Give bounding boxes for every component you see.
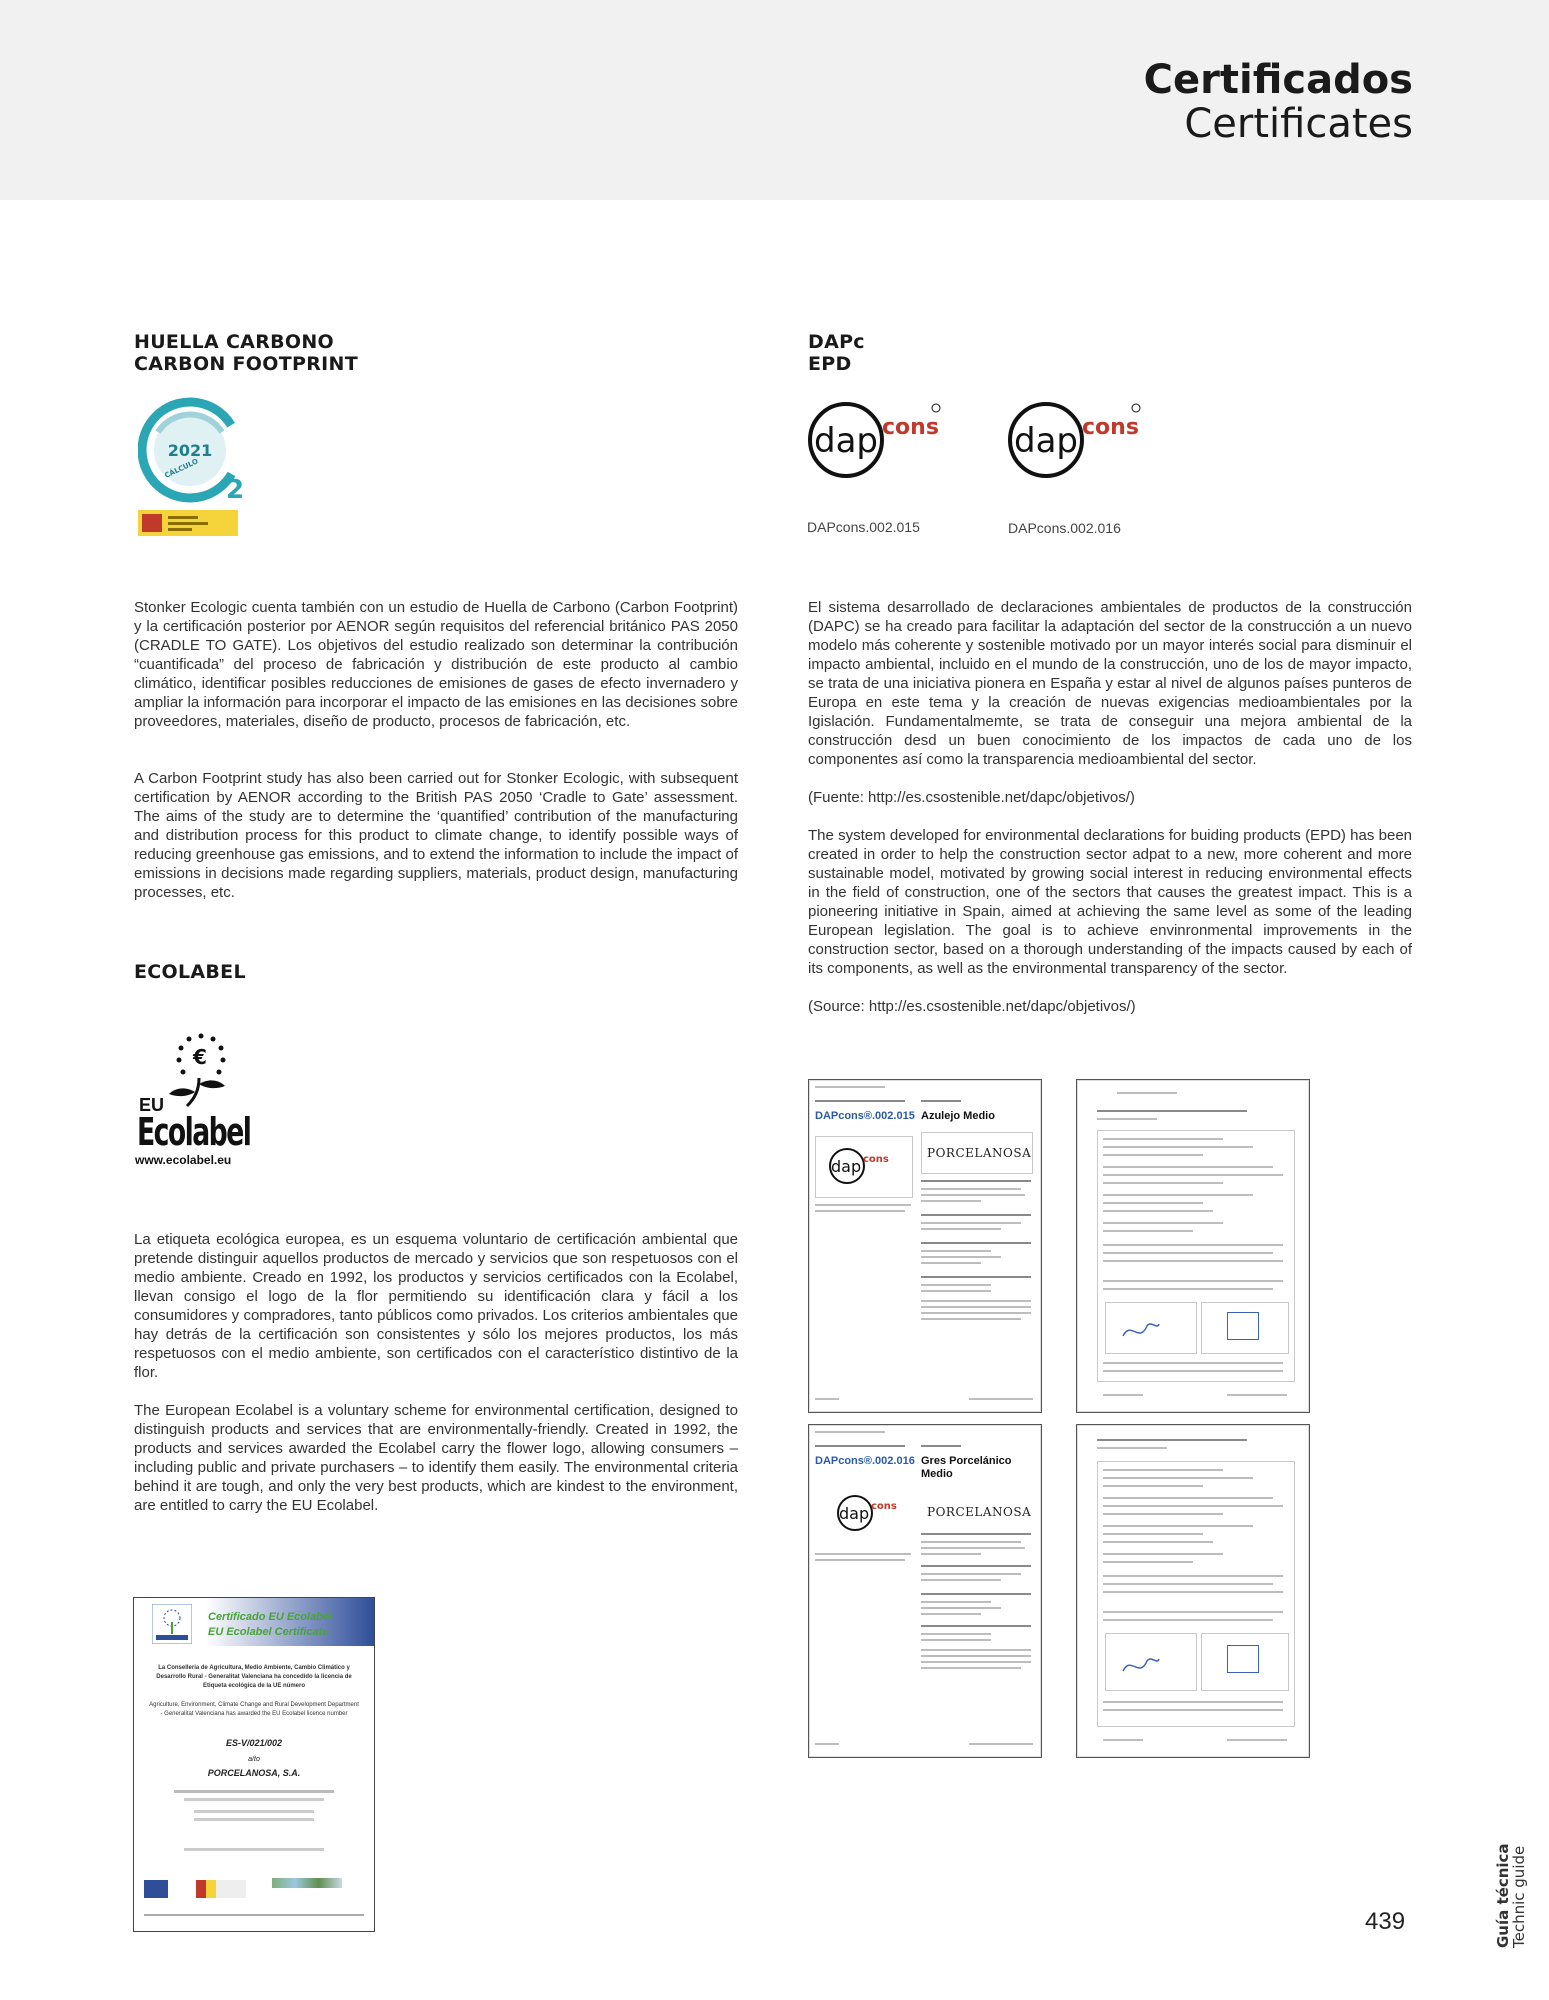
carbon-paragraph-en: A Carbon Footprint study has also been carried out for Stonker Ecologic, with subsequent certification by AENOR according to the British PAS 2050 ‘Cradle to Gate’ assessment. The aims of the study are to determine the ‘quantified’ contribution of the manufacturing and distribution process for this product to climate change, to identify possible ways of reducing greenhouse gas emissions, and to extend the information to include the impact of emissions in decisions made regarding suppliers, materials, product design, manufacturing processes, etc.	[134, 770, 738, 901]
document-code: DAPcons®.002.016	[815, 1455, 915, 1467]
certificate-text-line	[174, 1790, 334, 1793]
dapc-heading	[808, 331, 865, 375]
carbon-heading-es: HUELLA CARBONO	[134, 331, 335, 353]
ecolabel-paragraph-es: La etiqueta ecológica europea, es un esquema voluntario de certificación ambiental que pretende distinguir aquellos productos de mercado y servicios que son respetuosos con el medio ambiente. Creado en 1992, los productos y servicios certificados con la Ecolabel, llevan consigo el logo de la flor permitiendo su identificación clara y fácil a los consumidores y compradores, tanto públicos como privados. Los criterios ambientales que hay detrás de la certificación son consistentes y sólo los mejores productos, los más respetuosos con el medio ambiente, son certificados con el característico distintivo de la flor.	[134, 1231, 738, 1381]
certificate-title-es: Certificado EU Ecolabel	[208, 1611, 333, 1623]
ecolabel-certificate	[133, 1597, 375, 1932]
side-label	[1495, 1843, 1527, 1948]
carbon-heading-en: CARBON FOOTPRINT	[134, 353, 358, 375]
dapcons-logo-015	[806, 400, 946, 490]
document-brand: PORCELANOSA	[927, 1505, 1032, 1519]
certificate-title	[208, 1610, 332, 1640]
svg-text:€: €	[193, 1045, 207, 1069]
certificate-text-line	[194, 1810, 314, 1813]
dapcons-code-016: DAPcons.002.016	[1008, 520, 1121, 536]
certificate-company: PORCELANOSA, S.A.	[207, 1768, 301, 1778]
dapcons-document-016-page	[1076, 1424, 1310, 1758]
dapc-paragraph-en: The system developed for environmental declarations for buiding products (EPD) has been created in order to help the construction sector adpat to a new, more coherent and more sustainable model, motivated by growing social interest in reducing environmental effects in the field of construction, one of the sectors that causes the greatest impact. This is a pioneering initiative in Spain, aimed at achieving the same level as some of the leading European legislation. The goal is to achieve envinronmental improvements in the construction sector, based on a thorough understanding of the impacts caused by each of its components, as well as the environmental transparency of the sector.	[808, 827, 1412, 977]
certificate-body-en: Agriculture, Environment, Climate Change and Rural Development Department - Generalitat Valenciana has awarded the EU Ecolabel licence number	[149, 1702, 359, 1717]
page-title-es: Certificados	[1143, 57, 1413, 103]
certificate-text-line	[184, 1798, 324, 1801]
carbon-heading	[134, 331, 358, 375]
certificate-ecolabel-icon	[152, 1604, 192, 1644]
ecolabel-logo-url: www.ecolabel.eu	[135, 1153, 232, 1167]
certificate-body-es: La Conselleria de Agricultura, Medio Ambiente, Cambio Climático y Desarrollo Rural - Generalitat Valenciana ha concedido la licencia de Etiqueta ecológica de la UE número	[156, 1665, 352, 1689]
stamp-icon	[1227, 1312, 1259, 1340]
document-product: Azulejo Medio	[921, 1110, 995, 1122]
svg-text:cons: cons	[863, 1154, 889, 1165]
environment-logo-icon	[272, 1878, 342, 1888]
dapc-source-es: (Fuente: http://es.csostenible.net/dapc/objetivos/)	[808, 789, 1135, 806]
svg-text:2: 2	[226, 475, 245, 505]
dapc-heading-en: EPD	[808, 353, 852, 375]
carbon-logo-text: CÁLCULO	[163, 457, 200, 480]
dapc-heading-es: DAPc	[808, 331, 865, 353]
certificate-bottom-line	[144, 1914, 364, 1916]
dapcons-document-015-page	[1076, 1079, 1310, 1413]
certificate-text-line	[194, 1818, 314, 1821]
dapcons-logo-016	[1006, 400, 1146, 490]
ecolabel-logo	[133, 1030, 263, 1170]
dapc-paragraph-es: El sistema desarrollado de declaraciones ambientales de productos de la construcción (DAPC) se ha creado para facilitar la adaptación del sector de la construcción a un nuevo modelo más coherente y sostenible motivado por un mayor interés social para disminuir el impacto ambiental, incluido en el mundo de la construcción, uno de los de mayor impacto, se trata de una iniciativa pionera en España y estar al nivel de algunos países punteros de Europa en este tema y la creación de nuevas exigencias medioambientales por la Igislación. Fundamentalmemte, se trata de conseguir una mejora ambiental de la construcción desd un buen conocimiento de los impactos de cada uno de los componentes así como la transparencia medioambiental del sector.	[808, 599, 1412, 768]
carbon-footprint-logo	[138, 392, 248, 540]
ecolabel-paragraph-en: The European Ecolabel is a voluntary scheme for environmental certification, designed to distinguish products and services that are environmentally-friendly. Created in 1992, the products and services awarded the Ecolabel carry the flower logo, allowing consumers – including public and private purchasers – to identify them easily. The environmental criteria behind it are tough, and only the very best products, which are kindest to the environment, are entitled to carry the EU Ecolabel.	[134, 1402, 738, 1514]
page-title-en: Certificates	[1184, 101, 1413, 147]
carbon-logo-year: 2021	[167, 441, 213, 460]
dapcons-logo-dap: dap	[814, 421, 878, 461]
ecolabel-logo-word: Ecolabel	[137, 1110, 251, 1154]
side-label-en: Technic guide	[1510, 1845, 1528, 1948]
certificate-title-en: EU Ecolabel Certificate	[208, 1626, 329, 1638]
document-dapcons-icon	[835, 1493, 905, 1533]
svg-text:dap: dap	[839, 1504, 870, 1523]
stamp-icon	[1227, 1645, 1259, 1673]
certificate-to: a/to	[248, 1756, 260, 1763]
dapc-source-en: (Source: http://es.csostenible.net/dapc/objetivos/)	[808, 998, 1136, 1015]
signature-icon	[1121, 1316, 1161, 1346]
signature-icon	[1121, 1651, 1161, 1681]
certificate-footer-logos	[144, 1876, 364, 1904]
ecolabel-heading: ECOLABEL	[134, 961, 246, 983]
dapcons-document-016-cover	[808, 1424, 1042, 1758]
certificate-body	[148, 1664, 360, 1719]
certificate-code: ES-V/021/002	[225, 1738, 283, 1748]
document-dapcons-icon	[827, 1146, 897, 1186]
ecolabel-logo-eu: EU	[139, 1095, 165, 1115]
svg-text:dap: dap	[831, 1157, 862, 1176]
eu-flag-icon	[144, 1880, 168, 1898]
dapcons-document-015-cover	[808, 1079, 1042, 1413]
svg-text:cons: cons	[871, 1501, 897, 1512]
page-title	[1144, 58, 1413, 146]
dapcons-code-015: DAPcons.002.015	[807, 519, 920, 535]
generalitat-logo-icon	[196, 1880, 246, 1898]
dapcons-logo-cons: cons	[882, 415, 939, 440]
dapcons-logo-dap: dap	[1014, 421, 1078, 461]
side-label-es: Guía técnica	[1494, 1843, 1512, 1948]
dapcons-logo-cons: cons	[1082, 415, 1139, 440]
document-code: DAPcons®.002.015	[815, 1110, 915, 1122]
certificate-text-line	[184, 1848, 324, 1851]
document-brand: PORCELANOSA	[927, 1146, 1032, 1160]
document-product: Gres Porcelánico Medio	[921, 1455, 1012, 1480]
page-number: 439	[1365, 1908, 1406, 1935]
carbon-paragraph-es: Stonker Ecologic cuenta también con un estudio de Huella de Carbono (Carbon Footprint) y la certificación posterior por AENOR según requisitos del referencial británico PAS 2050 (CRADLE TO GATE). Los objetivos del estudio realizado son determinar la contribución “cuantificada” del proceso de fabricación y distribución de este producto al cambio climático, identificar posibles reducciones de emisiones de gases de efecto invernadero y ampliar la información para incorporar el impacto de las emisiones en las decisiones sobre proveedores, materiales, diseño de producto, procesos de fabricación, etc.	[134, 599, 738, 730]
